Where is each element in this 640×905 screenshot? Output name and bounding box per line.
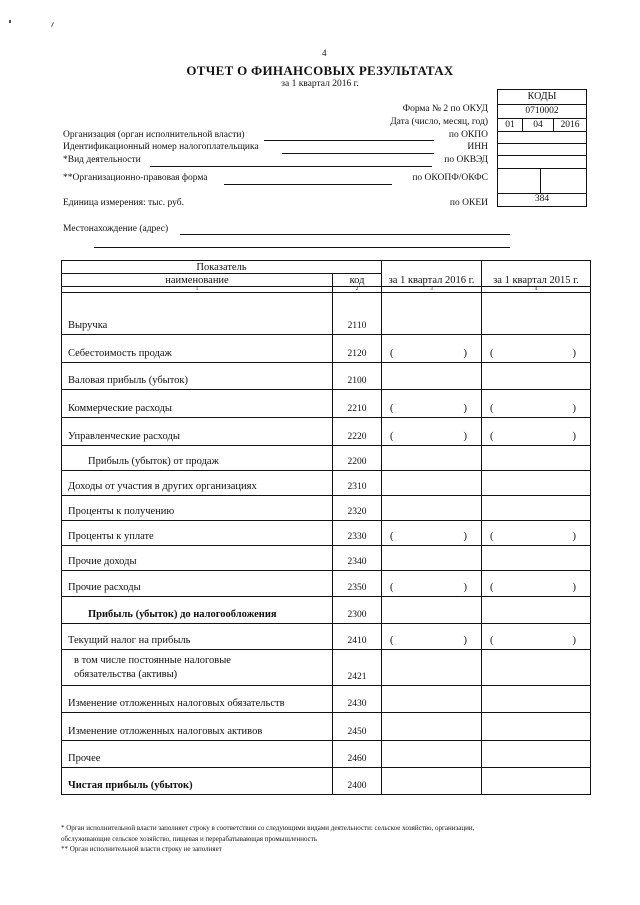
legal-form-label: **Организационно-правовая форма: [63, 173, 208, 183]
table-row: [62, 624, 591, 650]
table-row: [62, 713, 591, 741]
table-row: [62, 446, 591, 471]
column-number-4: 4: [482, 287, 591, 293]
okved-cell: [498, 155, 586, 168]
row-code: 2120: [333, 335, 382, 363]
value-2015: [482, 741, 591, 768]
table-row: [62, 597, 591, 624]
row-code: 2450: [333, 713, 382, 741]
header-period-2015: за 1 квартал 2015 г.: [482, 261, 591, 287]
value-2016: ( ): [382, 571, 482, 597]
table-row: [62, 293, 591, 335]
row-name: Изменение отложенных налоговых обязательств: [62, 686, 333, 713]
value-2015: [482, 650, 591, 686]
okopf-label: по ОКОПФ/ОКФС: [412, 173, 488, 183]
okpo-label: по ОКПО: [448, 130, 488, 140]
table-row: [62, 768, 591, 795]
footnote-1-line-2: обслуживающие сельское хозяйство, пищевая и перерабатывающая промышленность: [61, 834, 318, 843]
value-2015: [482, 546, 591, 571]
okud-code: 0710002: [498, 104, 586, 118]
value-2015: [482, 293, 591, 335]
scan-mark: [9, 20, 11, 23]
table-row: [62, 471, 591, 496]
header-indicator: Показатель: [62, 261, 382, 274]
row-code: 2400: [333, 768, 382, 795]
row-name: Прибыль (убыток) до налогообложения: [62, 597, 333, 624]
date-codes: [498, 118, 586, 131]
row-code: 2410: [333, 624, 382, 650]
okei-label: по ОКЕИ: [449, 198, 488, 208]
value-2015: [482, 471, 591, 496]
inn-label: ИНН: [467, 142, 488, 152]
row-name: Доходы от участия в других организациях: [62, 471, 333, 496]
address-line-1: [180, 224, 510, 235]
table-row: [62, 741, 591, 768]
org-line: [264, 130, 434, 141]
value-2015: ( ): [482, 418, 591, 446]
scan-mark: [51, 22, 54, 27]
address-line-2: [94, 237, 510, 248]
row-code: 2320: [333, 496, 382, 521]
row-code: 2210: [333, 390, 382, 418]
row-code: 2460: [333, 741, 382, 768]
value-2016: ( ): [382, 418, 482, 446]
row-code: 2330: [333, 521, 382, 546]
date-label: Дата (число, месяц, год): [390, 117, 488, 127]
row-name: Чистая прибыль (убыток): [62, 768, 333, 795]
table-row: [62, 335, 591, 363]
org-label: Организация (орган исполнительной власти): [63, 130, 245, 140]
value-2015: ( ): [482, 571, 591, 597]
row-code: 2310: [333, 471, 382, 496]
row-name: Текущий налог на прибыль: [62, 624, 333, 650]
row-name-line-1: в том числе постоянные налоговые: [74, 655, 231, 666]
row-code: 2421: [333, 650, 382, 686]
row-name: Прибыль (убыток) от продаж: [62, 446, 333, 471]
value-2015: ( ): [482, 521, 591, 546]
form-label: Форма № 2 по ОКУД: [402, 104, 488, 114]
footnote-2: ** Орган исполнительной власти строку не заполняет: [61, 845, 222, 853]
address-label: Местонахождение (адрес): [63, 224, 169, 234]
row-name: Проценты к получению: [62, 496, 333, 521]
table-row: [62, 650, 591, 686]
date-year: 2016: [560, 120, 580, 130]
column-number-1: 1: [62, 287, 333, 293]
row-name: Прочее: [62, 741, 333, 768]
activity-label: *Вид деятельности: [63, 155, 141, 165]
value-2015: ( ): [482, 624, 591, 650]
header-code: код: [333, 274, 382, 287]
okved-label: по ОКВЭД: [444, 155, 488, 165]
value-2015: [482, 713, 591, 741]
row-name: Себестоимость продаж: [62, 335, 333, 363]
value-2016: [382, 446, 482, 471]
value-2016: [382, 650, 482, 686]
value-2016: [382, 713, 482, 741]
row-code: 2430: [333, 686, 382, 713]
value-2016: ( ): [382, 624, 482, 650]
codes-header: КОДЫ: [527, 91, 557, 102]
footnote-1-line-1: * Орган исполнительной власти заполняет строку в соответствии со следующими видами деятельности: сельское хозяйство, организации,: [61, 824, 475, 832]
table-row: [62, 521, 591, 546]
okpo-cell: [498, 131, 586, 143]
date-day: 01: [498, 119, 523, 131]
value-2015: [482, 363, 591, 390]
row-name: Прочие доходы: [62, 546, 333, 571]
value-2015: [482, 446, 591, 471]
okopf-cell: [498, 168, 586, 193]
table-row: [62, 686, 591, 713]
row-name: [62, 650, 333, 686]
row-name: Валовая прибыль (убыток): [62, 363, 333, 390]
activity-line: [150, 156, 432, 167]
value-2016: [382, 768, 482, 795]
value-2015: ( ): [482, 390, 591, 418]
inn-full-label: Идентификационный номер налогоплательщика: [63, 142, 259, 152]
row-code: 2350: [333, 571, 382, 597]
table-row: [62, 418, 591, 446]
table-row: [62, 546, 591, 571]
header-name: наименование: [62, 274, 333, 287]
date-month: 04: [523, 119, 554, 131]
legal-form-line: [224, 174, 392, 185]
value-2016: [382, 471, 482, 496]
value-2016: [382, 686, 482, 713]
unit-label: Единица измерения: тыс. руб.: [63, 198, 184, 208]
value-2016: ( ): [382, 521, 482, 546]
table-row: [62, 390, 591, 418]
row-name: Коммерческие расходы: [62, 390, 333, 418]
row-code: 2200: [333, 446, 382, 471]
report-period: за 1 квартал 2016 г.: [281, 79, 359, 89]
page-title: ОТЧЕТ О ФИНАНСОВЫХ РЕЗУЛЬТАТАХ: [186, 63, 454, 78]
inn-cell: [498, 143, 586, 155]
row-name: Проценты к уплате: [62, 521, 333, 546]
row-code: 2110: [333, 293, 382, 335]
value-2015: [482, 496, 591, 521]
financial-results-table: [61, 260, 591, 795]
page-number: 4: [322, 48, 327, 58]
value-2016: [382, 546, 482, 571]
row-name: Управленческие расходы: [62, 418, 333, 446]
row-name: Изменение отложенных налоговых активов: [62, 713, 333, 741]
row-code: 2220: [333, 418, 382, 446]
header-period-2016: за 1 квартал 2016 г.: [382, 261, 482, 287]
okei-code: 384: [498, 193, 586, 205]
table-row: [62, 496, 591, 521]
codes-box: [497, 89, 587, 207]
value-2015: [482, 768, 591, 795]
value-2016: [382, 293, 482, 335]
footnotes: [61, 823, 601, 855]
column-number-2: 2: [333, 287, 382, 293]
column-number-3: 3: [382, 287, 482, 293]
table-row: [62, 363, 591, 390]
row-code: 2340: [333, 546, 382, 571]
table-row: [62, 571, 591, 597]
value-2016: ( ): [382, 335, 482, 363]
value-2015: [482, 597, 591, 624]
value-2015: ( ): [482, 335, 591, 363]
value-2016: [382, 363, 482, 390]
value-2016: [382, 741, 482, 768]
row-name-line-2: обязательства (активы): [74, 669, 178, 680]
row-code: 2300: [333, 597, 382, 624]
row-name: Выручка: [62, 293, 333, 335]
value-2015: [482, 686, 591, 713]
value-2016: [382, 496, 482, 521]
inn-line: [282, 143, 434, 154]
row-code: 2100: [333, 363, 382, 390]
row-name: Прочие расходы: [62, 571, 333, 597]
value-2016: ( ): [382, 390, 482, 418]
value-2016: [382, 597, 482, 624]
